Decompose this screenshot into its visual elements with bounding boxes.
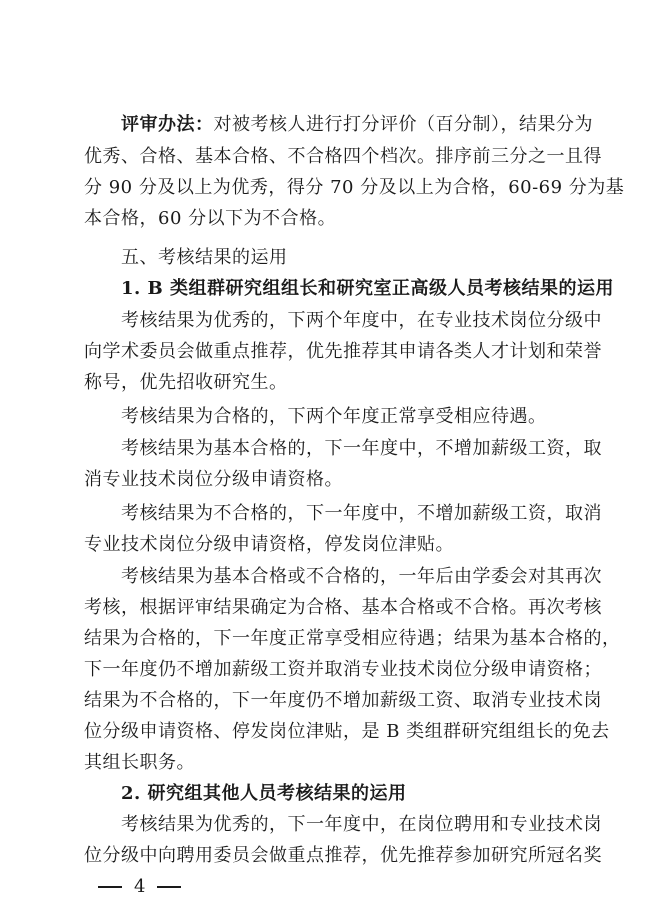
paragraph-line: 下一年度仍不增加薪级工资并取消专业技术岗位分级申请资格； bbox=[84, 659, 602, 680]
paragraph-line bbox=[121, 113, 593, 137]
paragraph-line: 优秀、合格、基本合格、不合格四个档次。排序前三分之一且得 bbox=[84, 146, 602, 167]
paragraph-line: 专业技术岗位分级申请资格，停发岗位津贴。 bbox=[84, 534, 454, 555]
paragraph-line: 位分级申请资格、停发岗位津贴，是 B 类组群研究组组长的免去 bbox=[84, 721, 610, 742]
paragraph-line: 分 90 分及以上为优秀，得分 70 分及以上为合格，60-69 分为基 bbox=[84, 177, 625, 198]
paragraph-line: 考核结果为优秀的，下一年度中，在岗位聘用和专业技术岗 bbox=[121, 814, 602, 835]
paragraph-text: 对被考核人进行打分评价（百分制），结果分为 bbox=[213, 114, 593, 135]
paragraph-line: 结果为合格的，下一年度正常享受相应待遇；结果为基本合格的， bbox=[84, 628, 621, 649]
paragraph-line: 考核结果为合格的，下两个年度正常享受相应待遇。 bbox=[121, 406, 547, 427]
paragraph-line: 消专业技术岗位分级申请资格。 bbox=[84, 469, 343, 490]
paragraph-line: 本合格，60 分以下为不合格。 bbox=[84, 208, 337, 229]
paragraph-line: 考核结果为优秀的，下两个年度中，在专业技术岗位分级中 bbox=[121, 310, 602, 331]
section-heading: 五、考核结果的运用 bbox=[121, 247, 288, 268]
page-number: 4 bbox=[134, 876, 146, 897]
paragraph-line: 考核结果为不合格的，下一年度中，不增加薪级工资，取消 bbox=[121, 503, 602, 524]
subsection-heading: 1. B 类组群研究组组长和研究室正高级人员考核结果的运用 bbox=[121, 278, 615, 299]
paragraph-line: 考核结果为基本合格的，下一年度中，不增加薪级工资，取 bbox=[121, 438, 602, 459]
paragraph-label: 评审办法： bbox=[121, 114, 214, 135]
dash-left-icon bbox=[98, 886, 122, 888]
paragraph-line: 结果为不合格的，下一年度仍不增加薪级工资、取消专业技术岗 bbox=[84, 690, 602, 711]
paragraph-line: 位分级中向聘用委员会做重点推荐，优先推荐参加研究所冠名奖 bbox=[84, 845, 602, 866]
dash-right-icon bbox=[157, 886, 181, 888]
page-footer bbox=[98, 875, 181, 899]
subsection-heading: 2. 研究组其他人员考核结果的运用 bbox=[121, 783, 407, 804]
paragraph-line: 向学术委员会做重点推荐，优先推荐其申请各类人才计划和荣誉 bbox=[84, 341, 602, 362]
paragraph-line: 称号，优先招收研究生。 bbox=[84, 372, 288, 393]
paragraph-line: 考核结果为基本合格或不合格的，一年后由学委会对其再次 bbox=[121, 566, 602, 587]
paragraph-line: 考核，根据评审结果确定为合格、基本合格或不合格。再次考核 bbox=[84, 597, 602, 618]
paragraph-line: 其组长职务。 bbox=[84, 752, 195, 773]
